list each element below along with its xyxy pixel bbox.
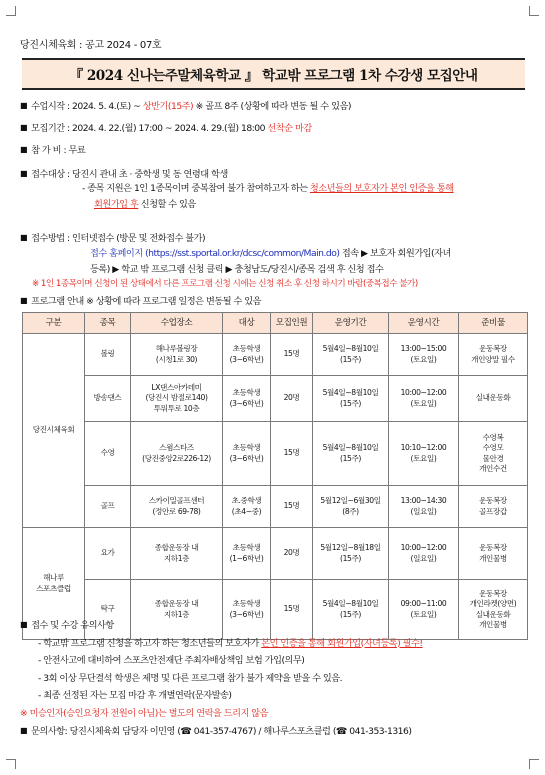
page-corner-mark bbox=[529, 6, 539, 16]
target-cell-line: 초등학생 bbox=[232, 599, 261, 608]
info-label: 참 가 비 bbox=[31, 145, 62, 156]
items-cell bbox=[459, 580, 528, 640]
place-cell bbox=[131, 422, 223, 486]
info-label: 접수방법 bbox=[31, 233, 65, 244]
info-highlight: 상반기(15주) bbox=[142, 101, 194, 112]
info-value: : 인터넷접수 (방문 및 전화접수 불가) bbox=[67, 233, 206, 244]
time-cell bbox=[389, 376, 459, 422]
note-item bbox=[20, 635, 423, 653]
info-target-line2 bbox=[82, 182, 454, 195]
period-cell-line: (15주) bbox=[340, 354, 361, 364]
sport-cell: 요가 bbox=[85, 528, 131, 580]
info-highlight: 청소년들의 보호자가 본인 인증을 통해 bbox=[309, 183, 454, 194]
period-cell-line: 5월4일~8월10일 bbox=[322, 344, 379, 353]
info-method-line2 bbox=[90, 247, 451, 260]
items-cell-line: 수영복 bbox=[482, 432, 504, 442]
target-cell-line: 초.중학생 bbox=[231, 496, 262, 505]
bullet-icon: ■ bbox=[20, 169, 28, 178]
target-cell bbox=[223, 528, 271, 580]
items-cell-line: 개인라켓(양면) bbox=[469, 599, 517, 608]
place-cell-line: 투뭐투로 10층 bbox=[153, 403, 200, 413]
count-cell: 20명 bbox=[271, 528, 313, 580]
target-cell bbox=[223, 334, 271, 376]
count-cell: 15명 bbox=[271, 334, 313, 376]
info-program bbox=[20, 294, 261, 308]
info-label: 수업시작 bbox=[31, 101, 65, 112]
items-cell bbox=[459, 528, 528, 580]
target-cell bbox=[223, 422, 271, 486]
items-cell bbox=[459, 486, 528, 528]
time-cell-line: 10:00~12:00 bbox=[400, 543, 447, 552]
bullet-icon: ■ bbox=[20, 145, 28, 154]
time-cell-line: 13:00~14:30 bbox=[400, 496, 447, 505]
info-label: 접수대상 bbox=[31, 169, 65, 180]
info-label: 모집기간 bbox=[31, 123, 65, 134]
table-row bbox=[23, 528, 528, 580]
info-text: 접속 ▶ 보호자 회원가입(자녀 bbox=[339, 248, 451, 259]
bullet-icon: ■ bbox=[20, 123, 28, 132]
items-cell-line: 개인수건 bbox=[479, 464, 507, 473]
bullet-icon: ■ bbox=[20, 726, 28, 735]
time-cell bbox=[389, 486, 459, 528]
items-cell-line: 운동복장 bbox=[479, 344, 507, 353]
count-cell: 15명 bbox=[271, 422, 313, 486]
period-cell-line: 5월12일~6월30일 bbox=[320, 496, 381, 505]
program-table bbox=[22, 312, 528, 640]
column-header: 모집인원 bbox=[271, 313, 313, 334]
period-cell-line: (8주) bbox=[342, 506, 359, 516]
target-cell-line: (1~6학년) bbox=[229, 553, 264, 563]
bullet-icon: ■ bbox=[20, 233, 28, 242]
target-cell bbox=[223, 486, 271, 528]
target-cell-line: (3~6학년) bbox=[229, 398, 264, 408]
info-value: : 2024. 5. 4.(토) ~ bbox=[67, 101, 143, 112]
page-corner-mark bbox=[6, 759, 16, 769]
group-cell: 당진시체육회 bbox=[23, 334, 85, 528]
items-cell-line: 물안경 bbox=[482, 453, 504, 463]
notes-title-text: 접수 및 수강 유의사항 bbox=[31, 620, 114, 631]
items-cell-line: 수영모 bbox=[482, 443, 504, 452]
duplicate-warning: ※ 1인 1종목이며 신청이 된 상태에서 다른 프로그램 신청 시에는 신청 취소 후 신청 하시기 바람(중복접수 불가) bbox=[32, 279, 418, 289]
count-cell: 15명 bbox=[271, 486, 313, 528]
place-cell-line: 스카이밀골프센터 bbox=[148, 496, 205, 505]
period-cell bbox=[313, 486, 389, 528]
items-cell-line: 운동복장 bbox=[479, 496, 507, 505]
items-cell-line: 실내운동화 bbox=[475, 393, 511, 403]
time-cell bbox=[389, 528, 459, 580]
column-header: 운영기간 bbox=[313, 313, 389, 334]
column-header: 수업장소 bbox=[131, 313, 223, 334]
info-highlight: 선착순 마감 bbox=[267, 123, 312, 134]
period-cell-line: 5월12일~8월18일 bbox=[320, 543, 381, 552]
bullet-icon: ■ bbox=[20, 296, 28, 305]
contact-text: 문의사항: 당진시체육회 담당자 이민영 (☎ 041-357-4767) / 해나루스포츠클럽 (☎ 041-353-1316) bbox=[31, 726, 412, 737]
target-cell-line: 초등학생 bbox=[232, 443, 261, 452]
info-method-line3: 등록) ▶ 학교 밖 프로그램 신청 클릭 ▶ 충청남도/당진시/종목 검색 후 신청 접수 bbox=[90, 264, 384, 275]
page-title: 『 2024 신나는주말체육학교 』 학교밖 프로그램 1차 수강생 모집안내 bbox=[22, 58, 525, 90]
place-cell-line: LX댄스아카데미 bbox=[151, 382, 202, 392]
sport-cell: 골프 bbox=[85, 486, 131, 528]
period-cell bbox=[313, 376, 389, 422]
note-item: - 안전사고에 대비하여 스포츠안전재단 주최자배상책임 보험 가입(의무) bbox=[38, 655, 305, 666]
place-cell-line: 종합운동장 내 bbox=[154, 543, 199, 552]
table-header-row bbox=[23, 313, 528, 334]
period-cell bbox=[313, 422, 389, 486]
time-cell-line: (토요일) bbox=[410, 398, 437, 408]
time-cell-line: (토요일) bbox=[410, 453, 437, 463]
note-warning: ※ 미승인자(승인요청자 전원이 아님)는 별도의 연락을 드리지 않음 bbox=[20, 707, 269, 719]
items-cell-line: 실내운동화 bbox=[475, 609, 511, 619]
items-cell-line: 골프장갑 bbox=[479, 506, 507, 516]
sport-cell: 방송댄스 bbox=[85, 376, 131, 422]
target-cell-line: 초등학생 bbox=[232, 543, 261, 552]
count-cell: 20명 bbox=[271, 376, 313, 422]
period-cell bbox=[313, 528, 389, 580]
bullet-icon: ■ bbox=[20, 101, 28, 110]
time-cell-line: (일요일) bbox=[410, 553, 437, 563]
period-cell-line: (15주) bbox=[340, 398, 361, 408]
info-period bbox=[20, 121, 312, 135]
column-header: 준비물 bbox=[459, 313, 528, 334]
place-cell bbox=[131, 486, 223, 528]
info-text: 신청할 수 있음 bbox=[138, 199, 196, 210]
place-cell bbox=[131, 334, 223, 376]
period-cell-line: (15주) bbox=[340, 609, 361, 619]
time-cell-line: (토요일) bbox=[410, 609, 437, 619]
place-cell bbox=[131, 376, 223, 422]
info-target-line3 bbox=[94, 198, 196, 211]
period-cell-line: 5월4일~8월10일 bbox=[322, 443, 379, 452]
signup-link[interactable]: 접수 홈페이지 (https://sst.sportal.or.kr/dcsc/common/Main.do) bbox=[90, 248, 340, 259]
info-target bbox=[20, 167, 228, 181]
notes-title bbox=[20, 616, 423, 635]
group-cell: 해나루 스포츠클럽 bbox=[23, 528, 85, 640]
info-value: : 당진시 관내 초 · 중학생 및 동 연령대 학생 bbox=[67, 169, 228, 180]
table-row bbox=[23, 334, 528, 376]
info-note: ※ 상황에 따라 프로그램 일정은 변동될 수 있음 bbox=[83, 296, 262, 307]
time-cell-line: 10:10~12:00 bbox=[400, 443, 447, 452]
period-cell-line: (15주) bbox=[340, 453, 361, 463]
place-cell-line: (당진중앙2로226-12) bbox=[142, 453, 211, 463]
sport-cell: 탁구 bbox=[85, 580, 131, 640]
sport-cell: 볼링 bbox=[85, 334, 131, 376]
period-cell-line: (15주) bbox=[340, 553, 361, 563]
target-cell-line: (3~6학년) bbox=[229, 609, 264, 619]
place-cell-line: 종합운동장 내 bbox=[154, 599, 199, 608]
period-cell bbox=[313, 334, 389, 376]
target-cell-line: (3~6학년) bbox=[229, 354, 264, 364]
time-cell-line: 09:00~11:00 bbox=[400, 599, 447, 608]
items-cell bbox=[459, 376, 528, 422]
items-cell-line: 운동복장 bbox=[479, 588, 507, 598]
place-cell bbox=[131, 528, 223, 580]
time-cell-line: 10:00~12:00 bbox=[400, 388, 447, 397]
period-cell-line: 5월4일~8월10일 bbox=[322, 388, 379, 397]
target-cell-line: 초등학생 bbox=[232, 388, 261, 397]
target-cell-line: (초4~중) bbox=[231, 506, 262, 516]
info-fee bbox=[20, 143, 85, 157]
place-cell-line: (당진시 밤절로140) bbox=[145, 393, 208, 403]
target-cell bbox=[223, 376, 271, 422]
info-label: 프로그램 안내 bbox=[31, 296, 84, 307]
page-corner-mark bbox=[6, 6, 16, 16]
notice-number: 당진시체육회 : 공고 2024 - 07호 bbox=[20, 40, 162, 51]
note-item: - 최종 선정된 자는 모집 마감 후 개별연락(문자발송) bbox=[38, 690, 232, 701]
time-cell-line: 13:00~15:00 bbox=[400, 344, 447, 353]
page-corner-mark bbox=[529, 759, 539, 769]
place-cell-line: (정안로 69-78) bbox=[152, 506, 201, 516]
items-cell-line: 개인물병 bbox=[479, 553, 507, 563]
time-cell bbox=[389, 422, 459, 486]
info-note: ※ 골프 8주 (상황에 따라 변동 될 수 있음) bbox=[193, 101, 351, 112]
column-header: 대상 bbox=[223, 313, 271, 334]
info-text: - 종목 지원은 1인 1종목이며 중복참여 불가 참여하고자 하는 bbox=[82, 183, 310, 194]
contact-info bbox=[20, 722, 423, 741]
place-cell-line: 스윔스타즈 bbox=[159, 443, 194, 452]
note-item: - 3회 이상 무단결석 학생은 제명 및 다른 프로그램 참가 불가 제약을 받을 수 있음. bbox=[38, 672, 343, 684]
target-cell-line: (3~6학년) bbox=[229, 453, 264, 463]
info-highlight: 회원가입 후 bbox=[94, 199, 139, 210]
info-start bbox=[20, 99, 351, 113]
table-row bbox=[23, 376, 528, 422]
info-value: : 무료 bbox=[63, 145, 86, 156]
time-cell-line: (토요일) bbox=[410, 354, 437, 364]
column-header: 구분 bbox=[23, 313, 85, 334]
items-cell-line: 개인물병 bbox=[479, 620, 507, 629]
info-method bbox=[20, 231, 205, 245]
time-cell bbox=[389, 334, 459, 376]
note-highlight: 본인 인증을 통해 회원가입(자녀등록) 필수! bbox=[261, 637, 423, 649]
items-cell-line: 운동복장 bbox=[479, 543, 507, 552]
place-cell-line: (시청1로 30) bbox=[155, 354, 198, 364]
bullet-icon: ■ bbox=[20, 620, 28, 629]
table-row bbox=[23, 486, 528, 528]
info-value: : 2024. 4. 22.(월) 17:00 ~ 2024. 4. 29.(월) 18:00 bbox=[67, 123, 268, 134]
time-cell-line: (일요일) bbox=[410, 506, 437, 516]
note-text: - 학교밖 프로그램 신청을 하고자 하는 청소년들의 보호자가 bbox=[38, 637, 262, 649]
table-row bbox=[23, 422, 528, 486]
column-header: 종목 bbox=[85, 313, 131, 334]
place-cell-line: 해나루볼링장 bbox=[155, 344, 198, 353]
place-cell-line: 지하1층 bbox=[163, 553, 190, 563]
period-cell-line: 5월4일~8월10일 bbox=[322, 599, 379, 608]
items-cell bbox=[459, 334, 528, 376]
sport-cell: 수영 bbox=[85, 422, 131, 486]
count-cell: 15명 bbox=[271, 580, 313, 640]
target-cell-line: 초등학생 bbox=[232, 344, 261, 353]
items-cell-line: 개인양말 필수 bbox=[471, 354, 515, 364]
notes-section bbox=[20, 616, 423, 741]
place-cell-line: 지하1층 bbox=[163, 609, 190, 619]
items-cell bbox=[459, 422, 528, 486]
column-header: 운영시간 bbox=[389, 313, 459, 334]
